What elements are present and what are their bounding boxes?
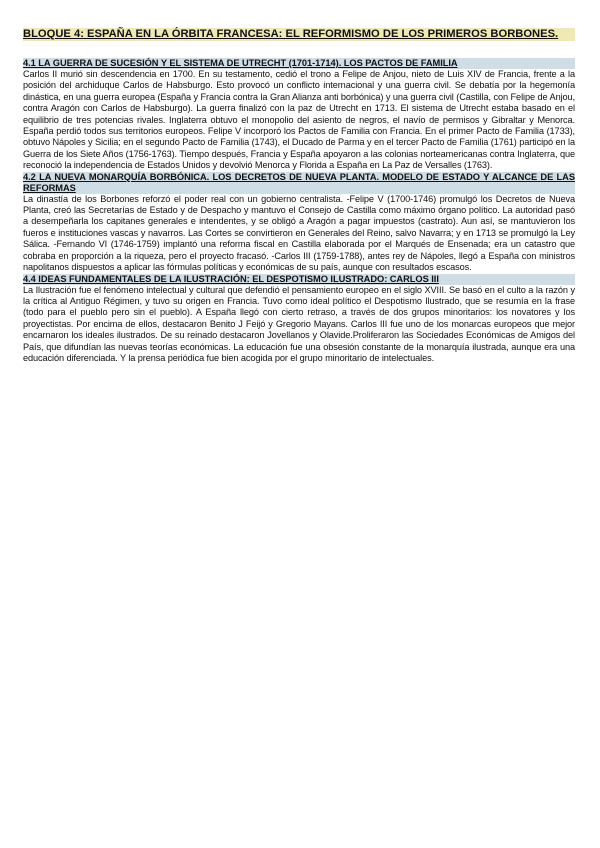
document-page xyxy=(23,28,575,364)
section-enlightenment xyxy=(23,274,575,365)
section-heading: 4.1 LA GUERRA DE SUCESIÓN Y EL SISTEMA DE UTRECHT (1701-1714). LOS PACTOS DE FAMILIA xyxy=(23,58,575,69)
section-body: La dinastía de los Borbones reforzó el poder real con un gobierno centralista. -Felipe V (1700-1746) promulgó los Decretos de Nueva Planta, creó las Secretarías de Estado y de Despacho y mantuvo el Consejo de Castilla como máximo órgano político. La autoridad pasó a desempeñarla los capitanes generales e intendentes, y se obligó a Aragón a pagar impuestos (castrato). Aun así, se mantuvieron los fueros e instituciones vascas y navarros. Las Cortes se convirtieron en Generales del Reino, salvo Navarra; y en 1713 se promulgó la Ley Sálica. -Fernando VI (1746-1759) implantó una reforma fiscal en Castilla elaborada por el Marqués de Ensenada; era un catastro que cobraba en proporción a la riqueza, pero el proyecto fracasó. -Carlos III (1759-1788), antes rey de Nápoles, llegó a España con ministros napolitanos dispuestos a aplicar las fórmulas políticas y económicas de su país, aunque con resultados escasos. xyxy=(23,193,575,273)
section-heading: 4.4 IDEAS FUNDAMENTALES DE LA ILUSTRACIÓN: EL DESPOTISMO ILUSTRADO: CARLOS III xyxy=(23,274,575,285)
section-bourbon-monarchy xyxy=(23,172,575,274)
document-title: BLOQUE 4: ESPAÑA EN LA ÓRBITA FRANCESA: EL REFORMISMO DE LOS PRIMEROS BORBONES. xyxy=(23,28,575,41)
section-war-of-succession xyxy=(23,58,575,172)
section-heading: 4.2 LA NUEVA MONARQUÍA BORBÓNICA. LOS DECRETOS DE NUEVA PLANTA. MODELO DE ESTADO Y ALCANCE DE LAS REFORMAS xyxy=(23,171,575,193)
section-body: Carlos II murió sin descendencia en 1700. En su testamento, cedió el trono a Felipe de Anjou, nieto de Luis XIV de Francia, frente a la posición del archiduque Carlos de Habsburgo. Esto provocó un conflicto internacional y una guerra civil. Se debatía por la hegemonía dinástica, en una guerra europea (España y Francia contra la Gran Alianza anti borbónica) y una guerra civil (Castilla, con Felipe de Anjou, contra Aragón con Carlos de Habsburgo). La guerra finalizó con la paz de Utrecht en 1713. El sistema de Utrecht estaba basado en el equilibrio de tres potencias rivales. Inglaterra obtuvo el monopolio del asiento de negros, el navío de permisos y Gibraltar y Menorca. España perdió todos sus territorios europeos. Felipe V incorporó los Pactos de Familia con Francia. En el primer Pacto de Familia (1733), obtuvo Nápoles y Sicilia; en el segundo Pacto de Familia (1743), el Ducado de Parma y en el tercer Pacto de Familia (1761) participó en la Guerra de los Siete Años (1756-1763). Tiempo después, Francia y España apoyaron a las colonias norteamericanas contra Inglaterra, que reconoció la independencia de Estados Unidos y devolvió Menorca y Florida a España en La Paz de Versalles (1763). xyxy=(23,69,575,171)
section-body: La Ilustración fue el fenómeno intelectual y cultural que defendió el pensamiento europeo en el siglo XVIII. Se basó en el culto a la razón y la crítica al Antiguo Régimen, y tuvo su origen en Francia. Tuvo como ideal político el Despotismo Ilustrado, que se resumía en la frase (todo para el pueblo pero sin el pueblo). A España llegó con cierto retraso, a través de dos grupos minoritarios: los novatores y los proyectistas. Por encima de ellos, destacaron Benito J Feijó y Gregorio Mayans. Carlos III fue uno de los monarcas europeos que mejor encarnaron los ideales ilustrados. De su reinado destacaron Jovellanos y Olavide.Proliferaron las Sociedades Económicas de Amigos del País, que difundían las nuevas teorías económicas. La educación fue una obsesión constante de la monarquía ilustrada, aunque era una educación diferenciada. Y la prensa periódica fue bien acogida por el grupo minoritario de intelectuales. xyxy=(23,284,575,363)
